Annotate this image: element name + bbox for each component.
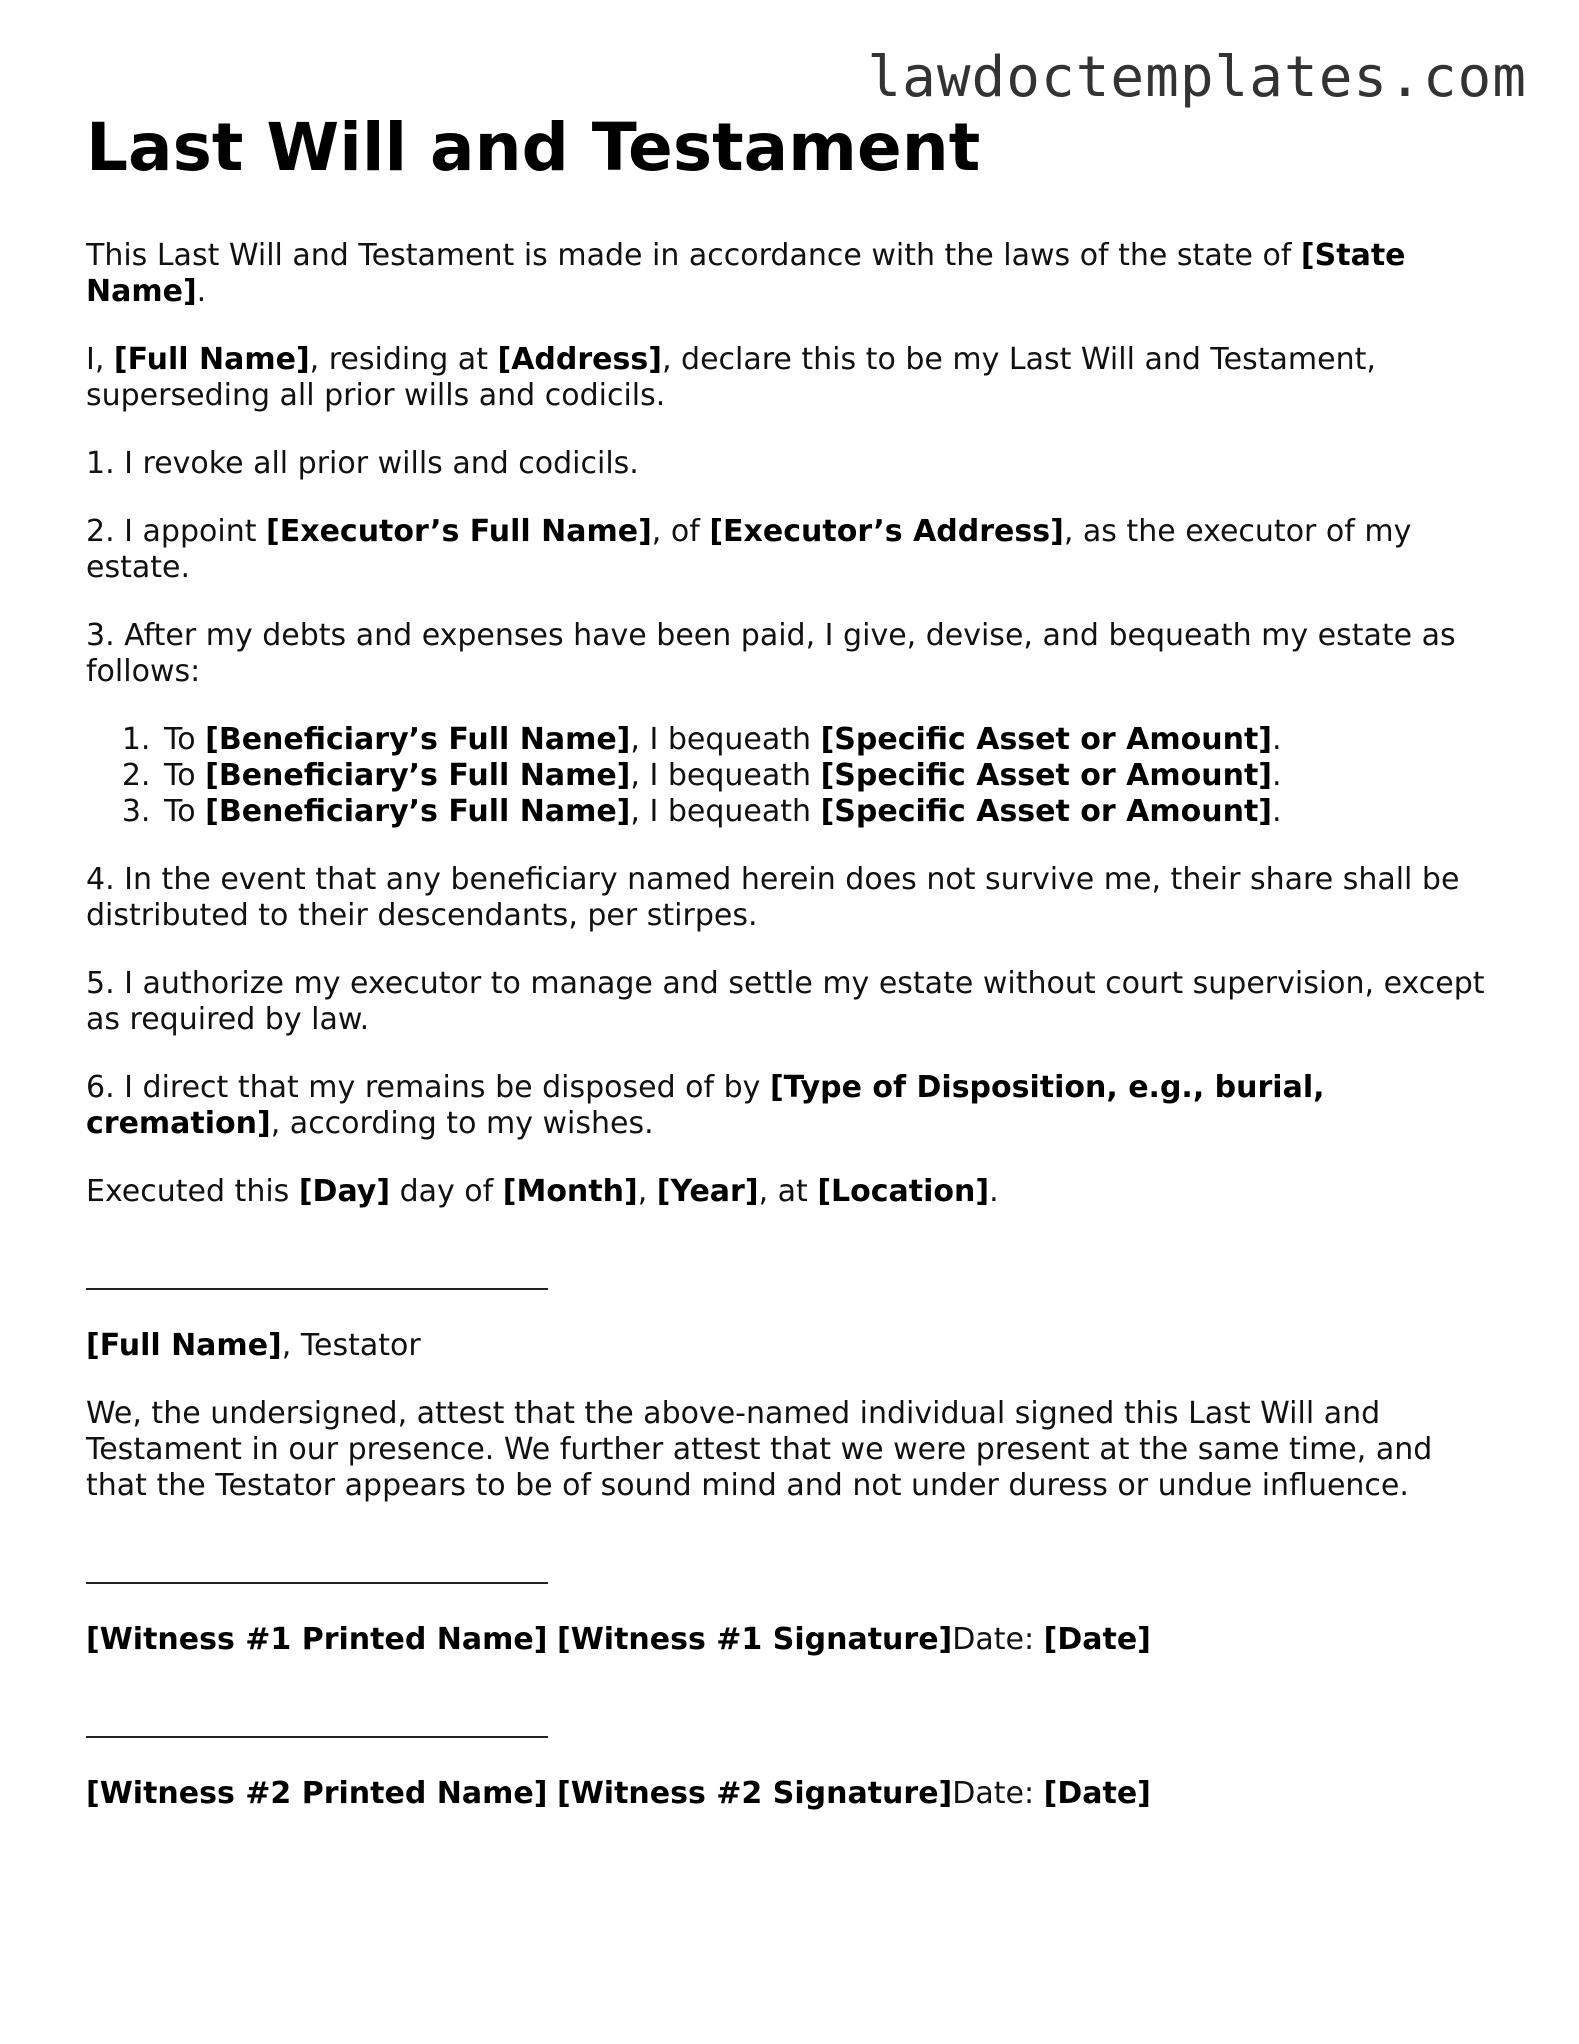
beneficiary-name-field: [Beneficiary’s Full Name]: [205, 794, 631, 829]
witness-1-signature: [Witness #1 Signature]: [557, 1622, 953, 1657]
witness-2-printed-name: [Witness #2 Printed Name]: [86, 1776, 548, 1811]
testator-name-field: [Full Name]: [86, 1328, 282, 1363]
state-name-field: [State Name]: [86, 238, 1406, 309]
location-field: [Location]: [817, 1174, 990, 1209]
witness-1-line: [Witness #1 Printed Name] [Witness #1 Signature]Date: [Date]: [86, 1622, 1151, 1657]
year-field: [Year]: [656, 1174, 759, 1209]
document-title: Last Will and Testament: [86, 109, 981, 186]
beneficiary-name-field: [Beneficiary’s Full Name]: [205, 758, 631, 793]
witness-1-printed-name: [Witness #1 Printed Name]: [86, 1622, 548, 1657]
bequest-list: [86, 722, 1486, 830]
clause-4: 4. In the event that any beneficiary named herein does not survive me, their share shall be distributed to their descendants, per stirpes.: [86, 862, 1460, 933]
attestation-paragraph: We, the undersigned, attest that the above-named individual signed this Last Will and Testament in our presence. We further attest that we were present at the same time, and that the Testator appears to be of sound mind and not under duress or undue influence.: [86, 1396, 1433, 1503]
asset-field: [Specific Asset or Amount]: [820, 722, 1272, 757]
witness-1-date: [Date]: [1043, 1622, 1151, 1657]
witness-2-date: [Date]: [1043, 1776, 1151, 1811]
bequest-item: 3. To [Beneficiary’s Full Name], I bequeath [Specific Asset or Amount].: [160, 794, 1486, 830]
witness-1-signature-line: [86, 1582, 548, 1584]
day-field: [Day]: [298, 1174, 391, 1209]
asset-field: [Specific Asset or Amount]: [820, 794, 1272, 829]
clause-6: 6. I direct that my remains be disposed of by [Type of Disposition, e.g., burial, cremation], according to my wishes.: [86, 1070, 1325, 1141]
testator-signature-line: [86, 1288, 548, 1290]
clause-1: 1. I revoke all prior wills and codicils.: [86, 446, 639, 481]
witness-2-signature: [Witness #2 Signature]: [557, 1776, 953, 1811]
witness-2-signature-line: [86, 1736, 548, 1738]
address-field: [Address]: [497, 342, 662, 377]
clause-3: 3. After my debts and expenses have been paid, I give, devise, and bequeath my estate as follows:: [86, 618, 1456, 689]
full-name-field: [Full Name]: [113, 342, 310, 377]
intro-paragraph: This Last Will and Testament is made in accordance with the laws of the state of [State Name].: [86, 238, 1406, 309]
document-page: [86, 108, 1486, 1812]
bequest-item: 2. To [Beneficiary’s Full Name], I bequeath [Specific Asset or Amount].: [160, 758, 1486, 794]
witness-2-line: [Witness #2 Printed Name] [Witness #2 Signature]Date: [Date]: [86, 1776, 1151, 1811]
asset-field: [Specific Asset or Amount]: [820, 758, 1272, 793]
month-field: [Month]: [502, 1174, 638, 1209]
beneficiary-name-field: [Beneficiary’s Full Name]: [205, 722, 631, 757]
disposition-field: [Type of Disposition, e.g., burial, cremation]: [86, 1070, 1325, 1141]
testator-label: [Full Name], Testator: [86, 1328, 421, 1363]
declaration-paragraph: I, [Full Name], residing at [Address], declare this to be my Last Will and Testament, superseding all prior wills and codicils.: [86, 342, 1376, 413]
clause-2: 2. I appoint [Executor’s Full Name], of [Executor’s Address], as the executor of my estate.: [86, 514, 1412, 585]
watermark: lawdoctemplates.com: [867, 45, 1527, 110]
execution-paragraph: Executed this [Day] day of [Month], [Year], at [Location].: [86, 1174, 999, 1209]
bequest-item: 1. To [Beneficiary’s Full Name], I bequeath [Specific Asset or Amount].: [160, 722, 1486, 758]
clause-5: 5. I authorize my executor to manage and settle my estate without court supervision, except as required by law.: [86, 966, 1485, 1037]
executor-address-field: [Executor’s Address]: [709, 514, 1064, 549]
executor-name-field: [Executor’s Full Name]: [266, 514, 652, 549]
